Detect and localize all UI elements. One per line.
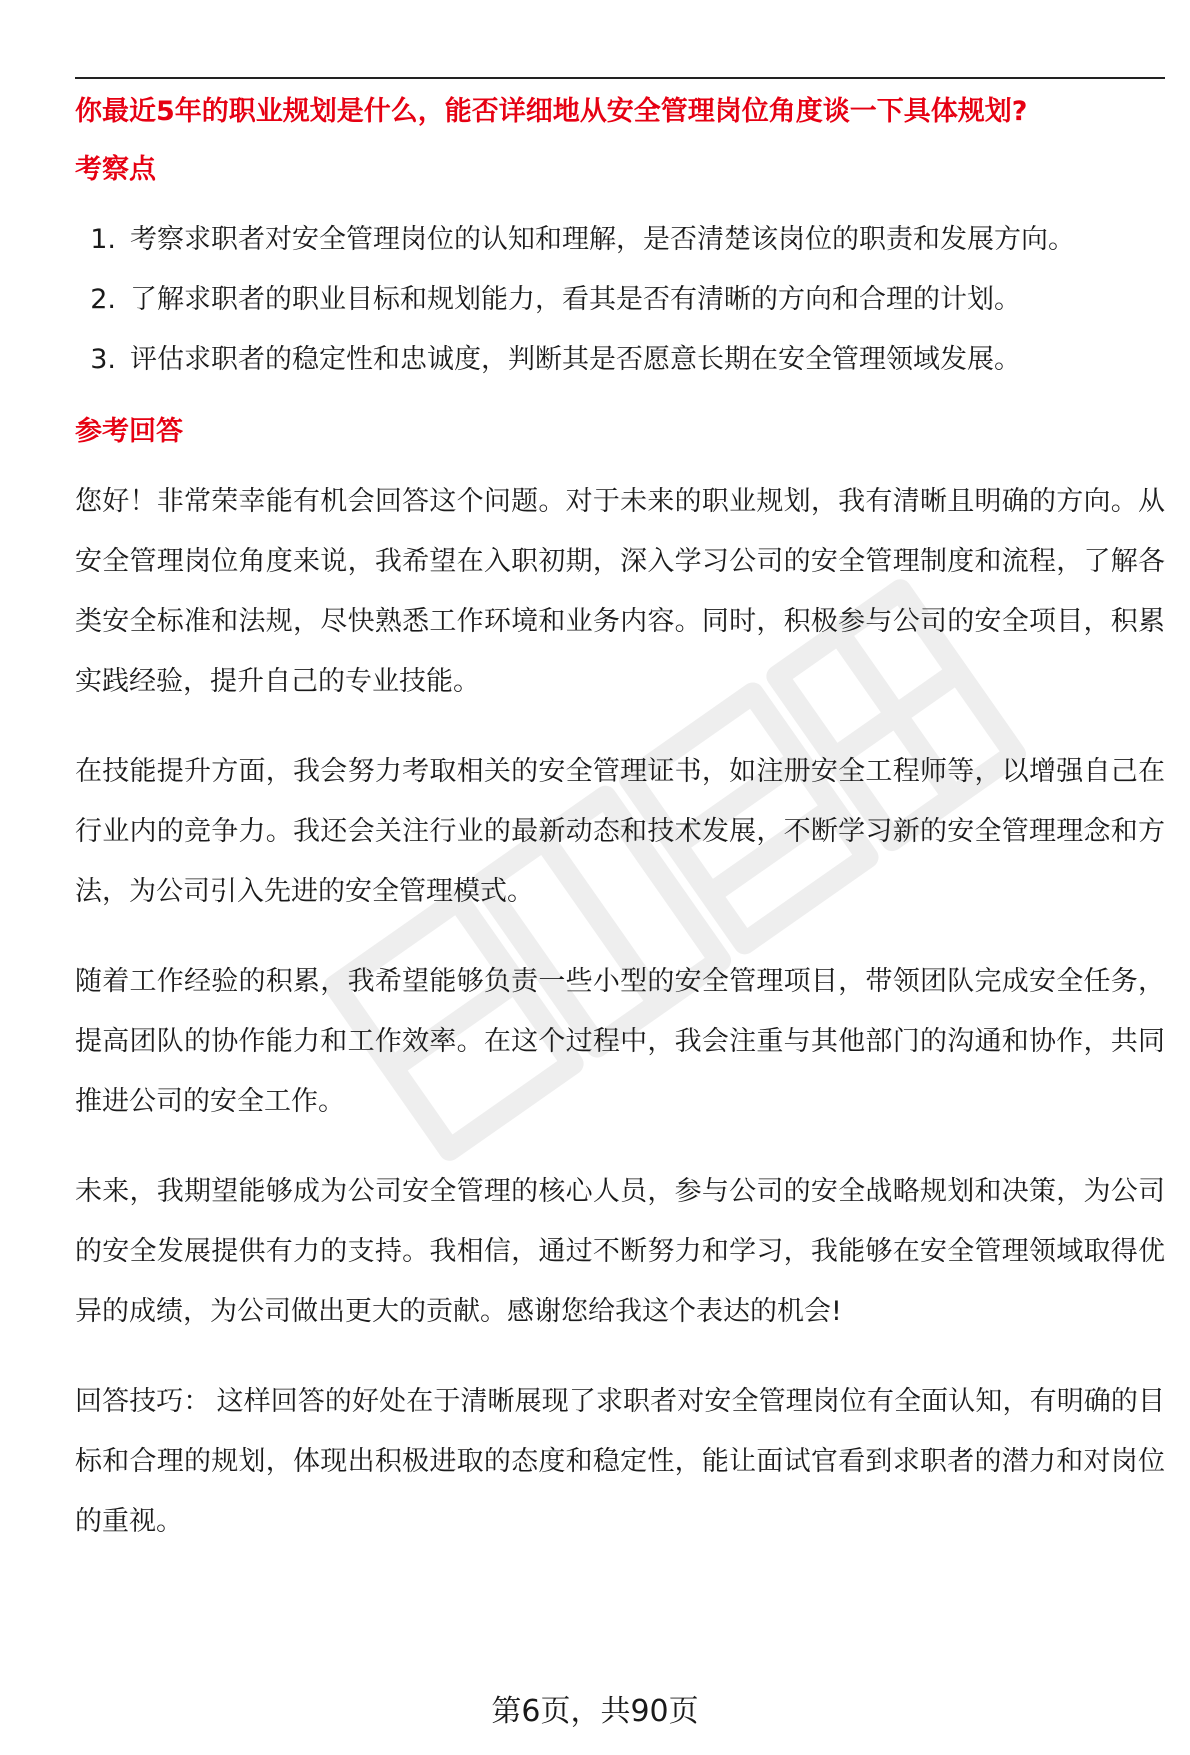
exam-point-number: 1. (90, 224, 116, 255)
answer-paragraph: 在技能提升方面，我会努力考取相关的安全管理证书，如注册安全工程师等，以增强自己在行业内的竞争力。我还会关注行业的最新动态和技术发展，不断学习新的安全管理理念和方法，为公司引入先进的安全管理模式。 (75, 756, 1165, 907)
reference-answer-heading: 参考回答 (75, 416, 183, 447)
content-area (75, 92, 1165, 1582)
answer-tips-text: 这样回答的好处在于清晰展现了求职者对安全管理岗位有全面认知，有明确的目标和合理的规划，体现出积极进取的态度和稳定性，能让面试官看到求职者的潜力和对岗位的重视。 (75, 1386, 1166, 1537)
exam-point-item (75, 210, 1165, 270)
exam-points-list (75, 210, 1165, 390)
answer-tips (75, 1372, 1165, 1552)
page-number: 第6页，共90页 (491, 1694, 699, 1729)
exam-point-text: 评估求职者的稳定性和忠诚度，判断其是否愿意长期在安全管理领域发展。 (130, 344, 1021, 375)
answer-paragraph: 未来，我期望能够成为公司安全管理的核心人员，参与公司的安全战略规划和决策，为公司的安全发展提供有力的支持。我相信，通过不断努力和学习，我能够在安全管理领域取得优异的成绩，为公司做出更大的贡献。感谢您给我这个表达的机会! (75, 1176, 1165, 1327)
exam-points-heading: 考察点 (75, 154, 156, 185)
top-divider (75, 77, 1165, 79)
exam-point-number: 3. (90, 344, 116, 375)
exam-point-number: 2. (90, 284, 116, 315)
answer-paragraph: 您好！非常荣幸能有机会回答这个问题。对于未来的职业规划，我有清晰且明确的方向。从安全管理岗位角度来说，我希望在入职初期，深入学习公司的安全管理制度和流程，了解各类安全标准和法规，尽快熟悉工作环境和业务内容。同时，积极参与公司的安全项目，积累实践经验，提升自己的专业技能。 (75, 486, 1165, 697)
exam-point-text: 考察求职者对安全管理岗位的认知和理解，是否清楚该岗位的职责和发展方向。 (130, 224, 1075, 255)
answer-paragraph: 随着工作经验的积累，我希望能够负责一些小型的安全管理项目，带领团队完成安全任务，提高团队的协作能力和工作效率。在这个过程中，我会注重与其他部门的沟通和协作，共同推进公司的安全工作。 (75, 966, 1165, 1117)
exam-point-text: 了解求职者的职业目标和规划能力，看其是否有清晰的方向和合理的计划。 (130, 284, 1021, 315)
exam-point-item (75, 330, 1165, 390)
answer-tips-label: 回答技巧： (75, 1386, 211, 1417)
question-title: 你最近5年的职业规划是什么，能否详细地从安全管理岗位角度谈一下具体规划? (75, 96, 1028, 127)
exam-point-item (75, 270, 1165, 330)
